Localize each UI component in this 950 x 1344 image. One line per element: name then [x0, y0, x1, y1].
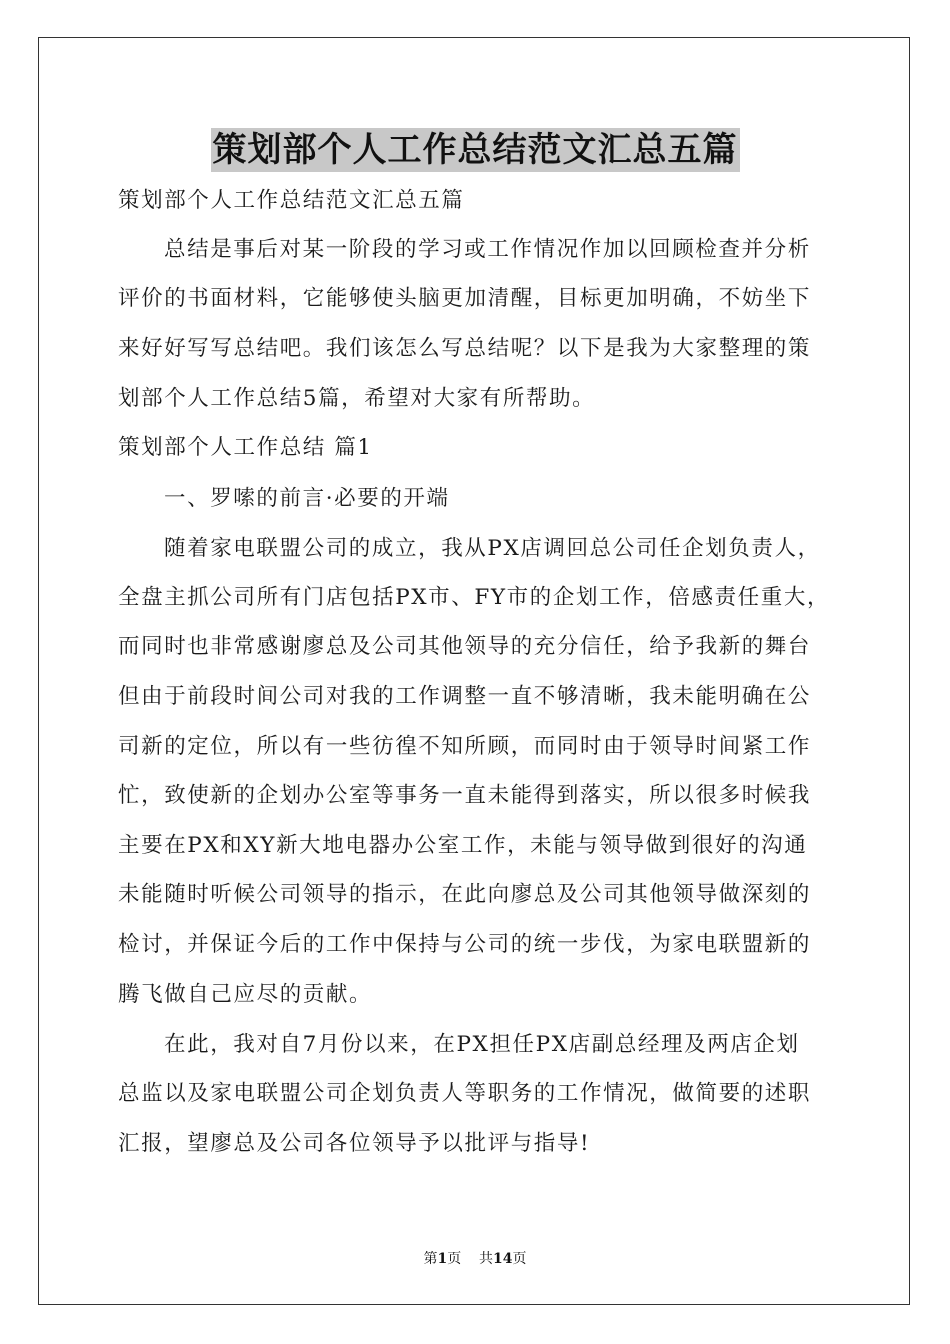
- paragraph-line: 全盘主抓公司所有门店包括PX市、FY市的企划工作，倍感责任重大，: [118, 585, 831, 610]
- paragraph-line: 主要在PX和XY新大地电器办公室工作，未能与领导做到很好的沟通: [118, 833, 808, 858]
- paragraph-line: 随着家电联盟公司的成立，我从PX店调回总公司任企划负责人，: [164, 536, 821, 561]
- paragraph-line: 在此，我对自7月份以来，在PX担任PX店副总经理及两店企划: [164, 1032, 800, 1057]
- total-page-count: 14: [493, 1251, 513, 1267]
- paragraph-line: 但由于前段时间公司对我的工作调整一直不够清晰，我未能明确在公: [118, 684, 812, 709]
- subtitle-line: 策划部个人工作总结范文汇总五篇: [118, 188, 465, 213]
- paragraph-line: 而同时也非常感谢廖总及公司其他领导的充分信任，给予我新的舞台: [118, 634, 812, 659]
- paragraph-line: 来好好写写总结吧。我们该怎么写总结呢？以下是我为大家整理的策: [118, 336, 812, 361]
- subsection-heading: 一、罗嗦的前言·必要的开端: [164, 486, 450, 511]
- page-prefix: 第: [423, 1251, 438, 1267]
- paragraph-line: 划部个人工作总结5篇，希望对大家有所帮助。: [118, 386, 596, 411]
- paragraph-line: 总监以及家电联盟公司企划负责人等职务的工作情况，做简要的述职: [118, 1081, 812, 1106]
- paragraph-line: 忙，致使新的企划办公室等事务一直未能得到落实，所以很多时候我: [118, 783, 812, 808]
- paragraph-line: 汇报，望廖总及公司各位领导予以批评与指导!: [118, 1131, 591, 1156]
- paragraph-line: 未能随时听候公司领导的指示，在此向廖总及公司其他领导做深刻的: [118, 882, 812, 907]
- paragraph-line: 总结是事后对某一阶段的学习或工作情况作加以回顾检查并分析: [164, 237, 811, 262]
- paragraph-line: 司新的定位，所以有一些彷徨不知所顾，而同时由于领导时间紧工作: [118, 734, 812, 759]
- current-page-number: 1: [437, 1251, 448, 1267]
- page-footer: [0, 1248, 950, 1268]
- section-heading: 策划部个人工作总结 篇1: [118, 435, 373, 460]
- paragraph-line: 评价的书面材料，它能够使头脑更加清醒，目标更加明确，不妨坐下: [118, 286, 812, 311]
- total-prefix: 共: [479, 1251, 494, 1267]
- page-border: [38, 37, 910, 1305]
- document-title: 策划部个人工作总结范文汇总五篇: [212, 130, 738, 170]
- title-container: [0, 128, 950, 172]
- paragraph-line: 腾飞做自己应尽的贡献。: [118, 982, 373, 1007]
- total-unit: 页: [512, 1251, 527, 1267]
- page-unit: 页: [447, 1251, 462, 1267]
- paragraph-line: 检讨，并保证今后的工作中保持与公司的统一步伐，为家电联盟新的: [118, 932, 812, 957]
